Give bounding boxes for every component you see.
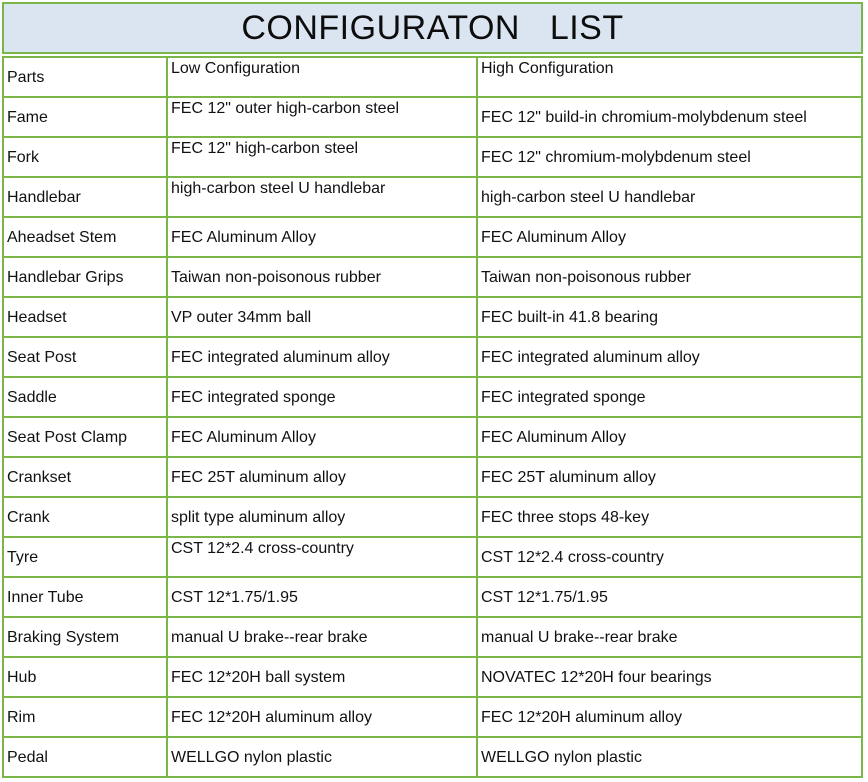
cell-low: manual U brake--rear brake [166, 616, 478, 658]
cell-part: Pedal [2, 736, 168, 778]
cell-high: FEC three stops 48-key [476, 496, 863, 538]
configuration-table [2, 56, 863, 776]
cell-high: manual U brake--rear brake [476, 616, 863, 658]
header-high: High Configuration [476, 56, 863, 98]
cell-high: FEC Aluminum Alloy [476, 416, 863, 458]
cell-part: Headset [2, 296, 168, 338]
cell-high: FEC 25T aluminum alloy [476, 456, 863, 498]
cell-high: CST 12*1.75/1.95 [476, 576, 863, 618]
cell-part: Crank [2, 496, 168, 538]
table-row [2, 376, 863, 416]
cell-high: NOVATEC 12*20H four bearings [476, 656, 863, 698]
cell-low: FEC 12*20H ball system [166, 656, 478, 698]
table-row [2, 536, 863, 576]
cell-low: split type aluminum alloy [166, 496, 478, 538]
header-low: Low Configuration [166, 56, 478, 98]
cell-low: CST 12*1.75/1.95 [166, 576, 478, 618]
cell-low: FEC 12*20H aluminum alloy [166, 696, 478, 738]
cell-low: high-carbon steel U handlebar [166, 176, 478, 218]
cell-low: CST 12*2.4 cross-country [166, 536, 478, 578]
cell-high: high-carbon steel U handlebar [476, 176, 863, 218]
cell-part: Tyre [2, 536, 168, 578]
cell-part: Fame [2, 96, 168, 138]
table-row [2, 296, 863, 336]
table-row [2, 576, 863, 616]
cell-part: Hub [2, 656, 168, 698]
cell-low: FEC Aluminum Alloy [166, 416, 478, 458]
table-row [2, 136, 863, 176]
cell-part: Aheadset Stem [2, 216, 168, 258]
table-row [2, 96, 863, 136]
cell-low: FEC 12" high-carbon steel [166, 136, 478, 178]
page-title: CONFIGURATON LIST [241, 8, 624, 47]
title-bar [2, 2, 863, 54]
cell-low: FEC 12" outer high-carbon steel [166, 96, 478, 138]
cell-high: Taiwan non-poisonous rubber [476, 256, 863, 298]
cell-low: VP outer 34mm ball [166, 296, 478, 338]
table-row [2, 176, 863, 216]
table-row [2, 656, 863, 696]
cell-part: Handlebar Grips [2, 256, 168, 298]
cell-high: FEC 12*20H aluminum alloy [476, 696, 863, 738]
cell-part: Seat Post [2, 336, 168, 378]
table-row [2, 416, 863, 456]
cell-part: Inner Tube [2, 576, 168, 618]
cell-high: FEC 12" build-in chromium-molybdenum steel [476, 96, 863, 138]
table-row [2, 736, 863, 776]
header-part: Parts [2, 56, 168, 98]
cell-part: Rim [2, 696, 168, 738]
table-row [2, 616, 863, 656]
table-row [2, 336, 863, 376]
header-row [2, 56, 863, 96]
table-row [2, 216, 863, 256]
cell-low: FEC integrated aluminum alloy [166, 336, 478, 378]
cell-low: WELLGO nylon plastic [166, 736, 478, 778]
cell-low: FEC integrated sponge [166, 376, 478, 418]
cell-high: FEC integrated aluminum alloy [476, 336, 863, 378]
cell-high: FEC Aluminum Alloy [476, 216, 863, 258]
table-row [2, 496, 863, 536]
cell-low: FEC Aluminum Alloy [166, 216, 478, 258]
cell-part: Handlebar [2, 176, 168, 218]
cell-high: FEC 12" chromium-molybdenum steel [476, 136, 863, 178]
cell-low: Taiwan non-poisonous rubber [166, 256, 478, 298]
cell-part: Seat Post Clamp [2, 416, 168, 458]
cell-part: Braking System [2, 616, 168, 658]
cell-part: Crankset [2, 456, 168, 498]
cell-part: Fork [2, 136, 168, 178]
cell-high: FEC integrated sponge [476, 376, 863, 418]
cell-high: CST 12*2.4 cross-country [476, 536, 863, 578]
cell-low: FEC 25T aluminum alloy [166, 456, 478, 498]
table-row [2, 456, 863, 496]
table-row [2, 696, 863, 736]
cell-high: FEC built-in 41.8 bearing [476, 296, 863, 338]
cell-high: WELLGO nylon plastic [476, 736, 863, 778]
table-row [2, 256, 863, 296]
cell-part: Saddle [2, 376, 168, 418]
